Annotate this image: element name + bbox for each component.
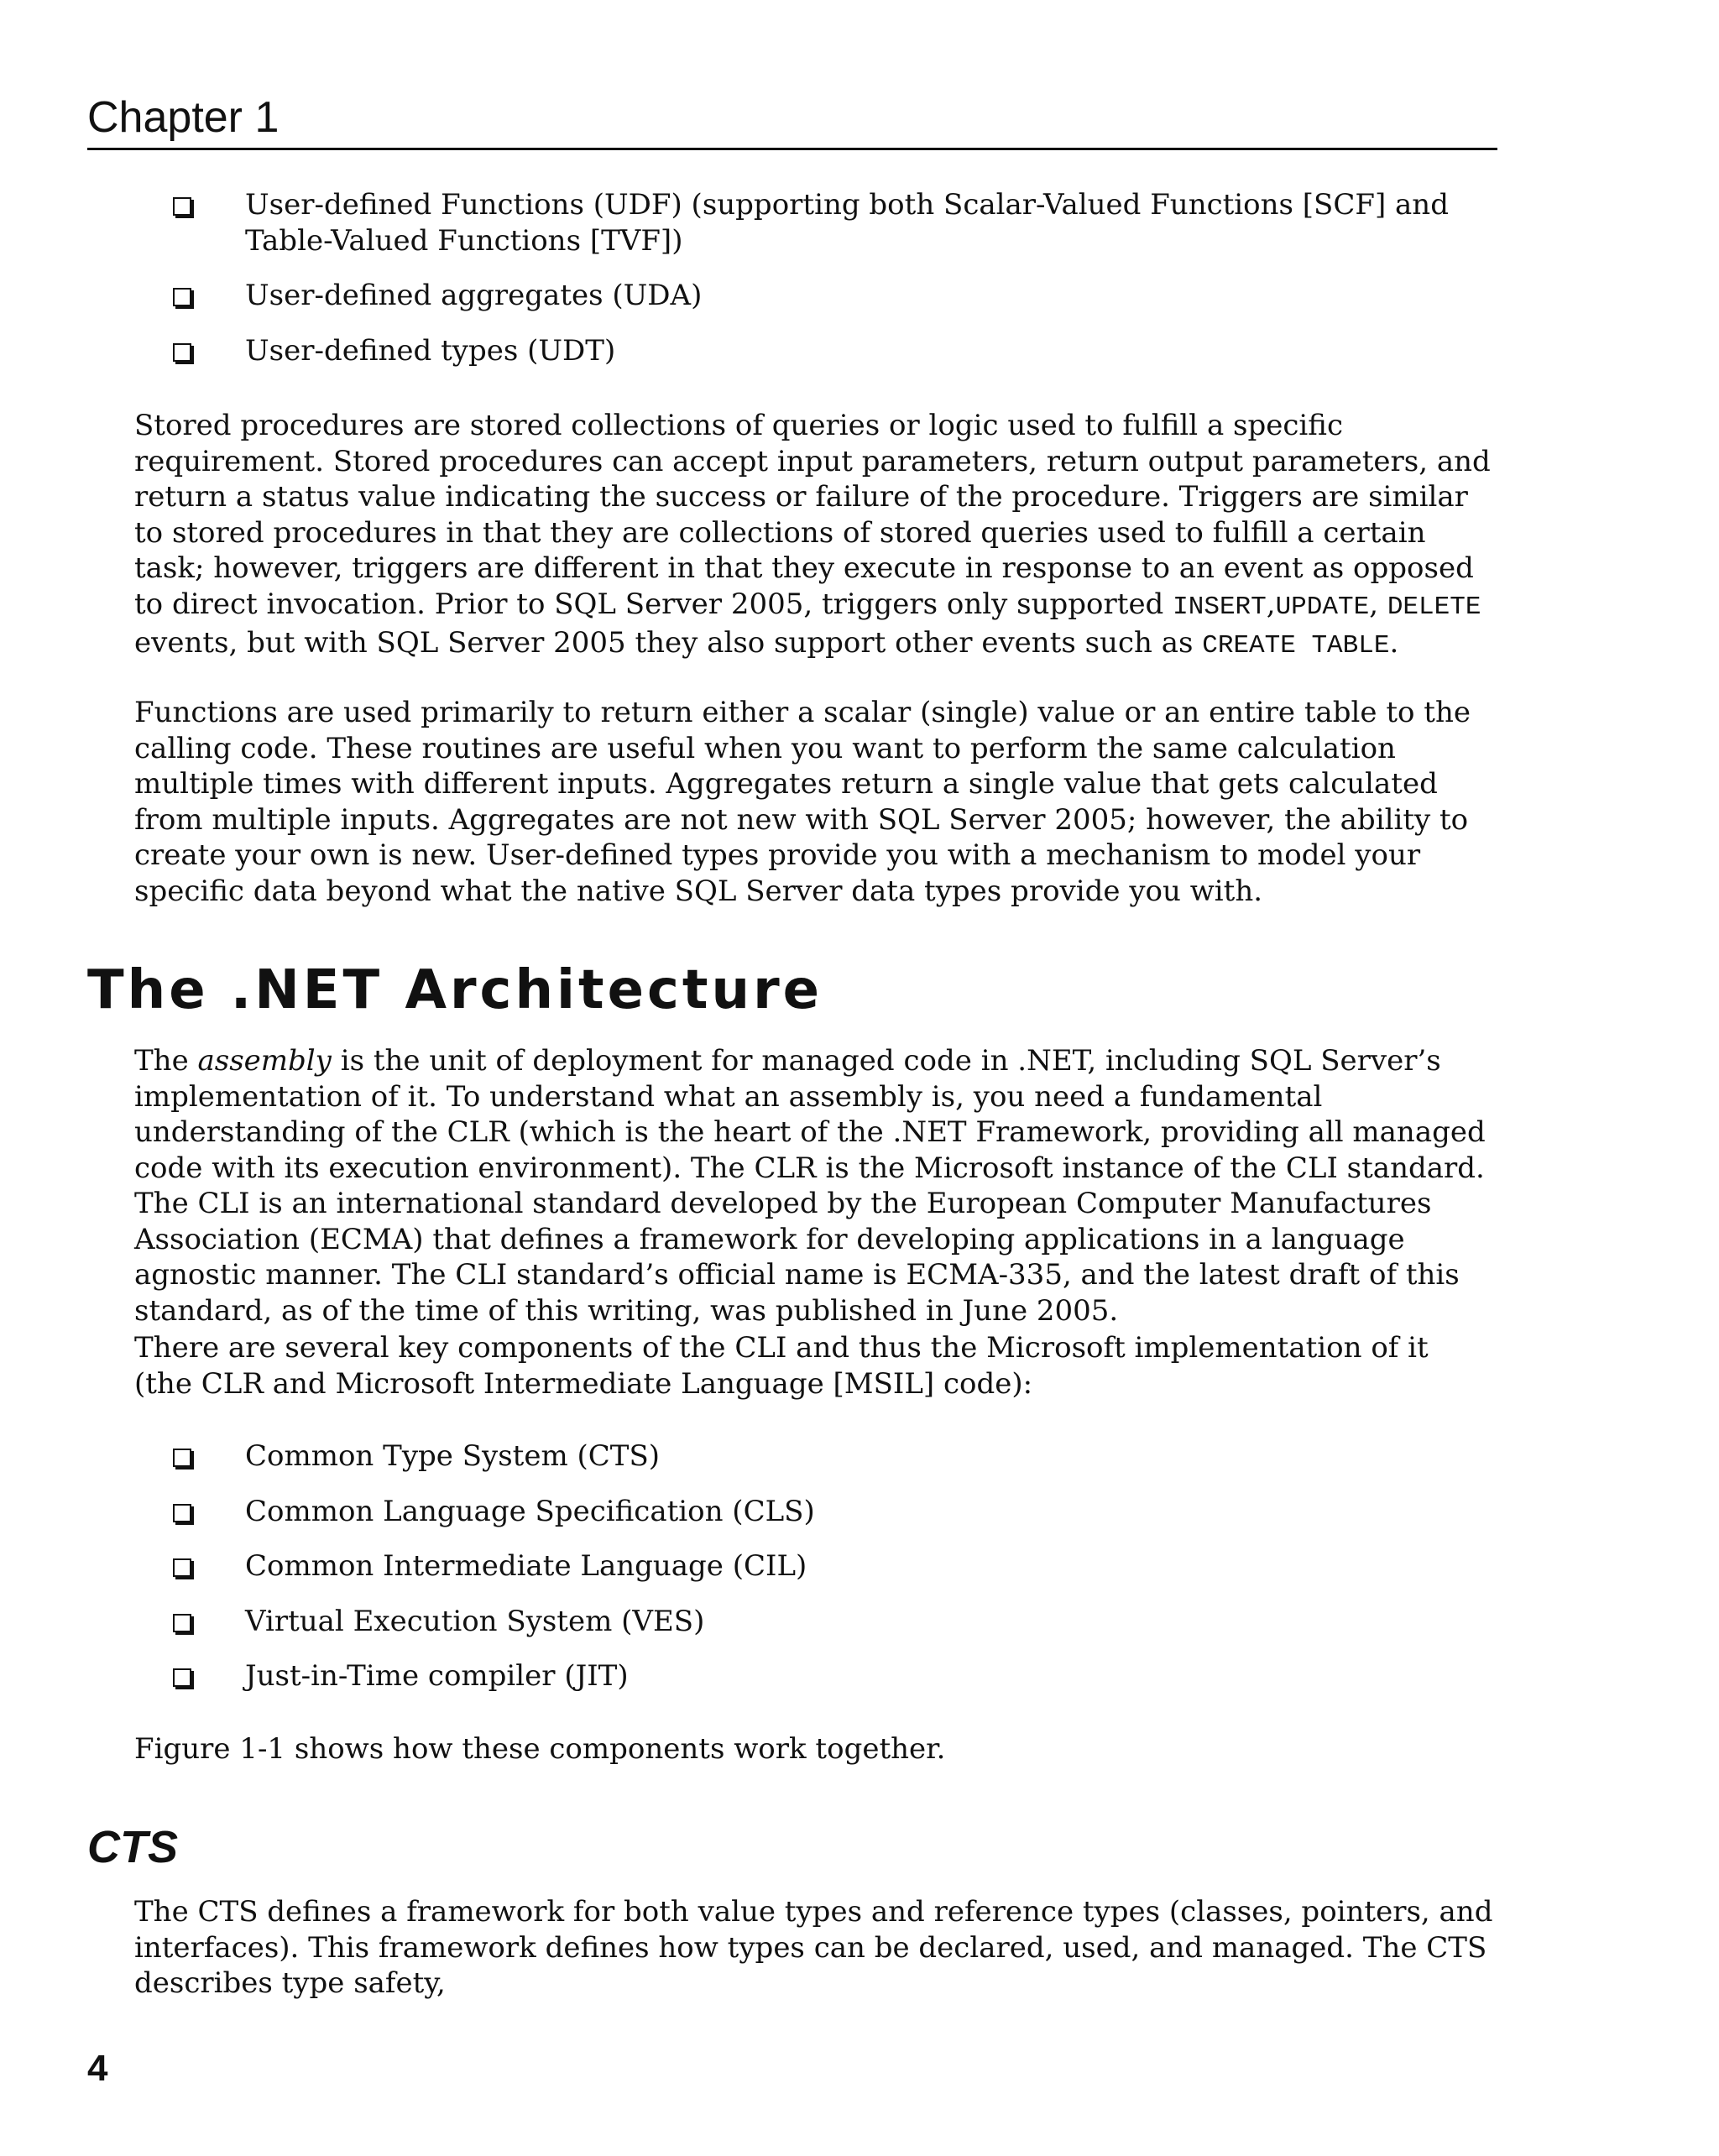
cli-components-intro: There are several key components of the CLI and thus the Microsoft implementation of it (the CLR and Microsoft Intermediate Language [MSIL] code):: [134, 1331, 1429, 1401]
list-item: Common Language Specification (CLS): [171, 1494, 1464, 1530]
checkbox-bullet-icon: [173, 1614, 191, 1632]
list-item: Just-in-Time compiler (JIT): [171, 1658, 1464, 1694]
stored-procedures-paragraph: Stored procedures are stored collections of queries or logic used to fulfill a specific requirement. Stored procedures can accept input parameters, return output parameters, and return a status value indicating the success or failure of the procedure. Triggers are similar to stored procedures in that they are collections of stored queries used to fulfill a certain task; however, triggers are different in that they execute in response to an event as opposed to direct invocation. Prior to SQL Server 2005, triggers only supported INSERT,UPDATE, DELETE events, but with SQL Server 2005 they also support other events such as CREATE TABLE.: [134, 409, 1491, 660]
chapter-label: Chapter 1: [87, 93, 280, 142]
routine-types-list: [171, 187, 1464, 388]
checkbox-bullet-icon: [173, 1668, 191, 1687]
list-item: User-defined aggregates (UDA): [171, 278, 1464, 314]
checkbox-bullet-icon: [173, 288, 191, 306]
checkbox-bullet-icon: [173, 1558, 191, 1577]
assembly-paragraph: The assembly is the unit of deployment for managed code in .NET, including SQL Server’s implementation of it. To understand what an assembly is, you need a fundamental understanding of the CLR (which is the heart of the .NET Framework, providing all managed code with its execution environment). The CLR is the Microsoft instance of the CLI standard. The CLI is an international standard developed by the European Computer Manufactures Association (ECMA) that defines a framework for developing applications in a language agnostic manner. The CLI standard’s official name is ECMA-335, and the latest draft of this standard, as of the time of this writing, was published in June 2005.: [134, 1044, 1486, 1328]
cli-components-list: [171, 1438, 1464, 1714]
code-update: UPDATE: [1275, 592, 1370, 622]
cts-paragraph: The CTS defines a framework for both value types and reference types (classes, pointers, and interfaces). This framework defines how types can be declared, used, and managed. The CTS describes type safety,: [134, 1895, 1493, 2000]
checkbox-bullet-icon: [173, 1449, 191, 1467]
list-item: Common Type System (CTS): [171, 1438, 1464, 1475]
list-item: Common Intermediate Language (CIL): [171, 1548, 1464, 1584]
code-delete: DELETE: [1387, 592, 1481, 622]
checkbox-bullet-icon: [173, 343, 191, 362]
list-item: User-defined Functions (UDF) (supporting both Scalar-Valued Functions [SCF] and Table-Valued Functions [TVF]): [171, 187, 1464, 258]
list-item: Virtual Execution System (VES): [171, 1604, 1464, 1640]
running-header: [87, 86, 1497, 150]
page-number: 4: [87, 2048, 108, 2089]
code-insert: INSERT: [1173, 592, 1267, 622]
checkbox-bullet-icon: [173, 1504, 191, 1522]
code-create-table: CREATE TABLE: [1202, 631, 1390, 660]
checkbox-bullet-icon: [173, 197, 191, 216]
emphasis-assembly: assembly: [197, 1044, 332, 1078]
section-heading-net-architecture: The .NET Architecture: [87, 959, 823, 1021]
functions-paragraph: Functions are used primarily to return either a scalar (single) value or an entire table to the calling code. These routines are useful when you want to perform the same calculation multiple times with different inputs. Aggregates return a single value that gets calculated from multiple inputs. Aggregates are not new with SQL Server 2005; however, the ability to create your own is new. User-defined types provide you with a mechanism to model your specific data beyond what the native SQL Server data types provide you with.: [134, 696, 1471, 908]
section-heading-cts: CTS: [87, 1822, 178, 1872]
figure-reference-paragraph: Figure 1-1 shows how these components work together.: [134, 1732, 946, 1766]
list-item: User-defined types (UDT): [171, 333, 1464, 369]
